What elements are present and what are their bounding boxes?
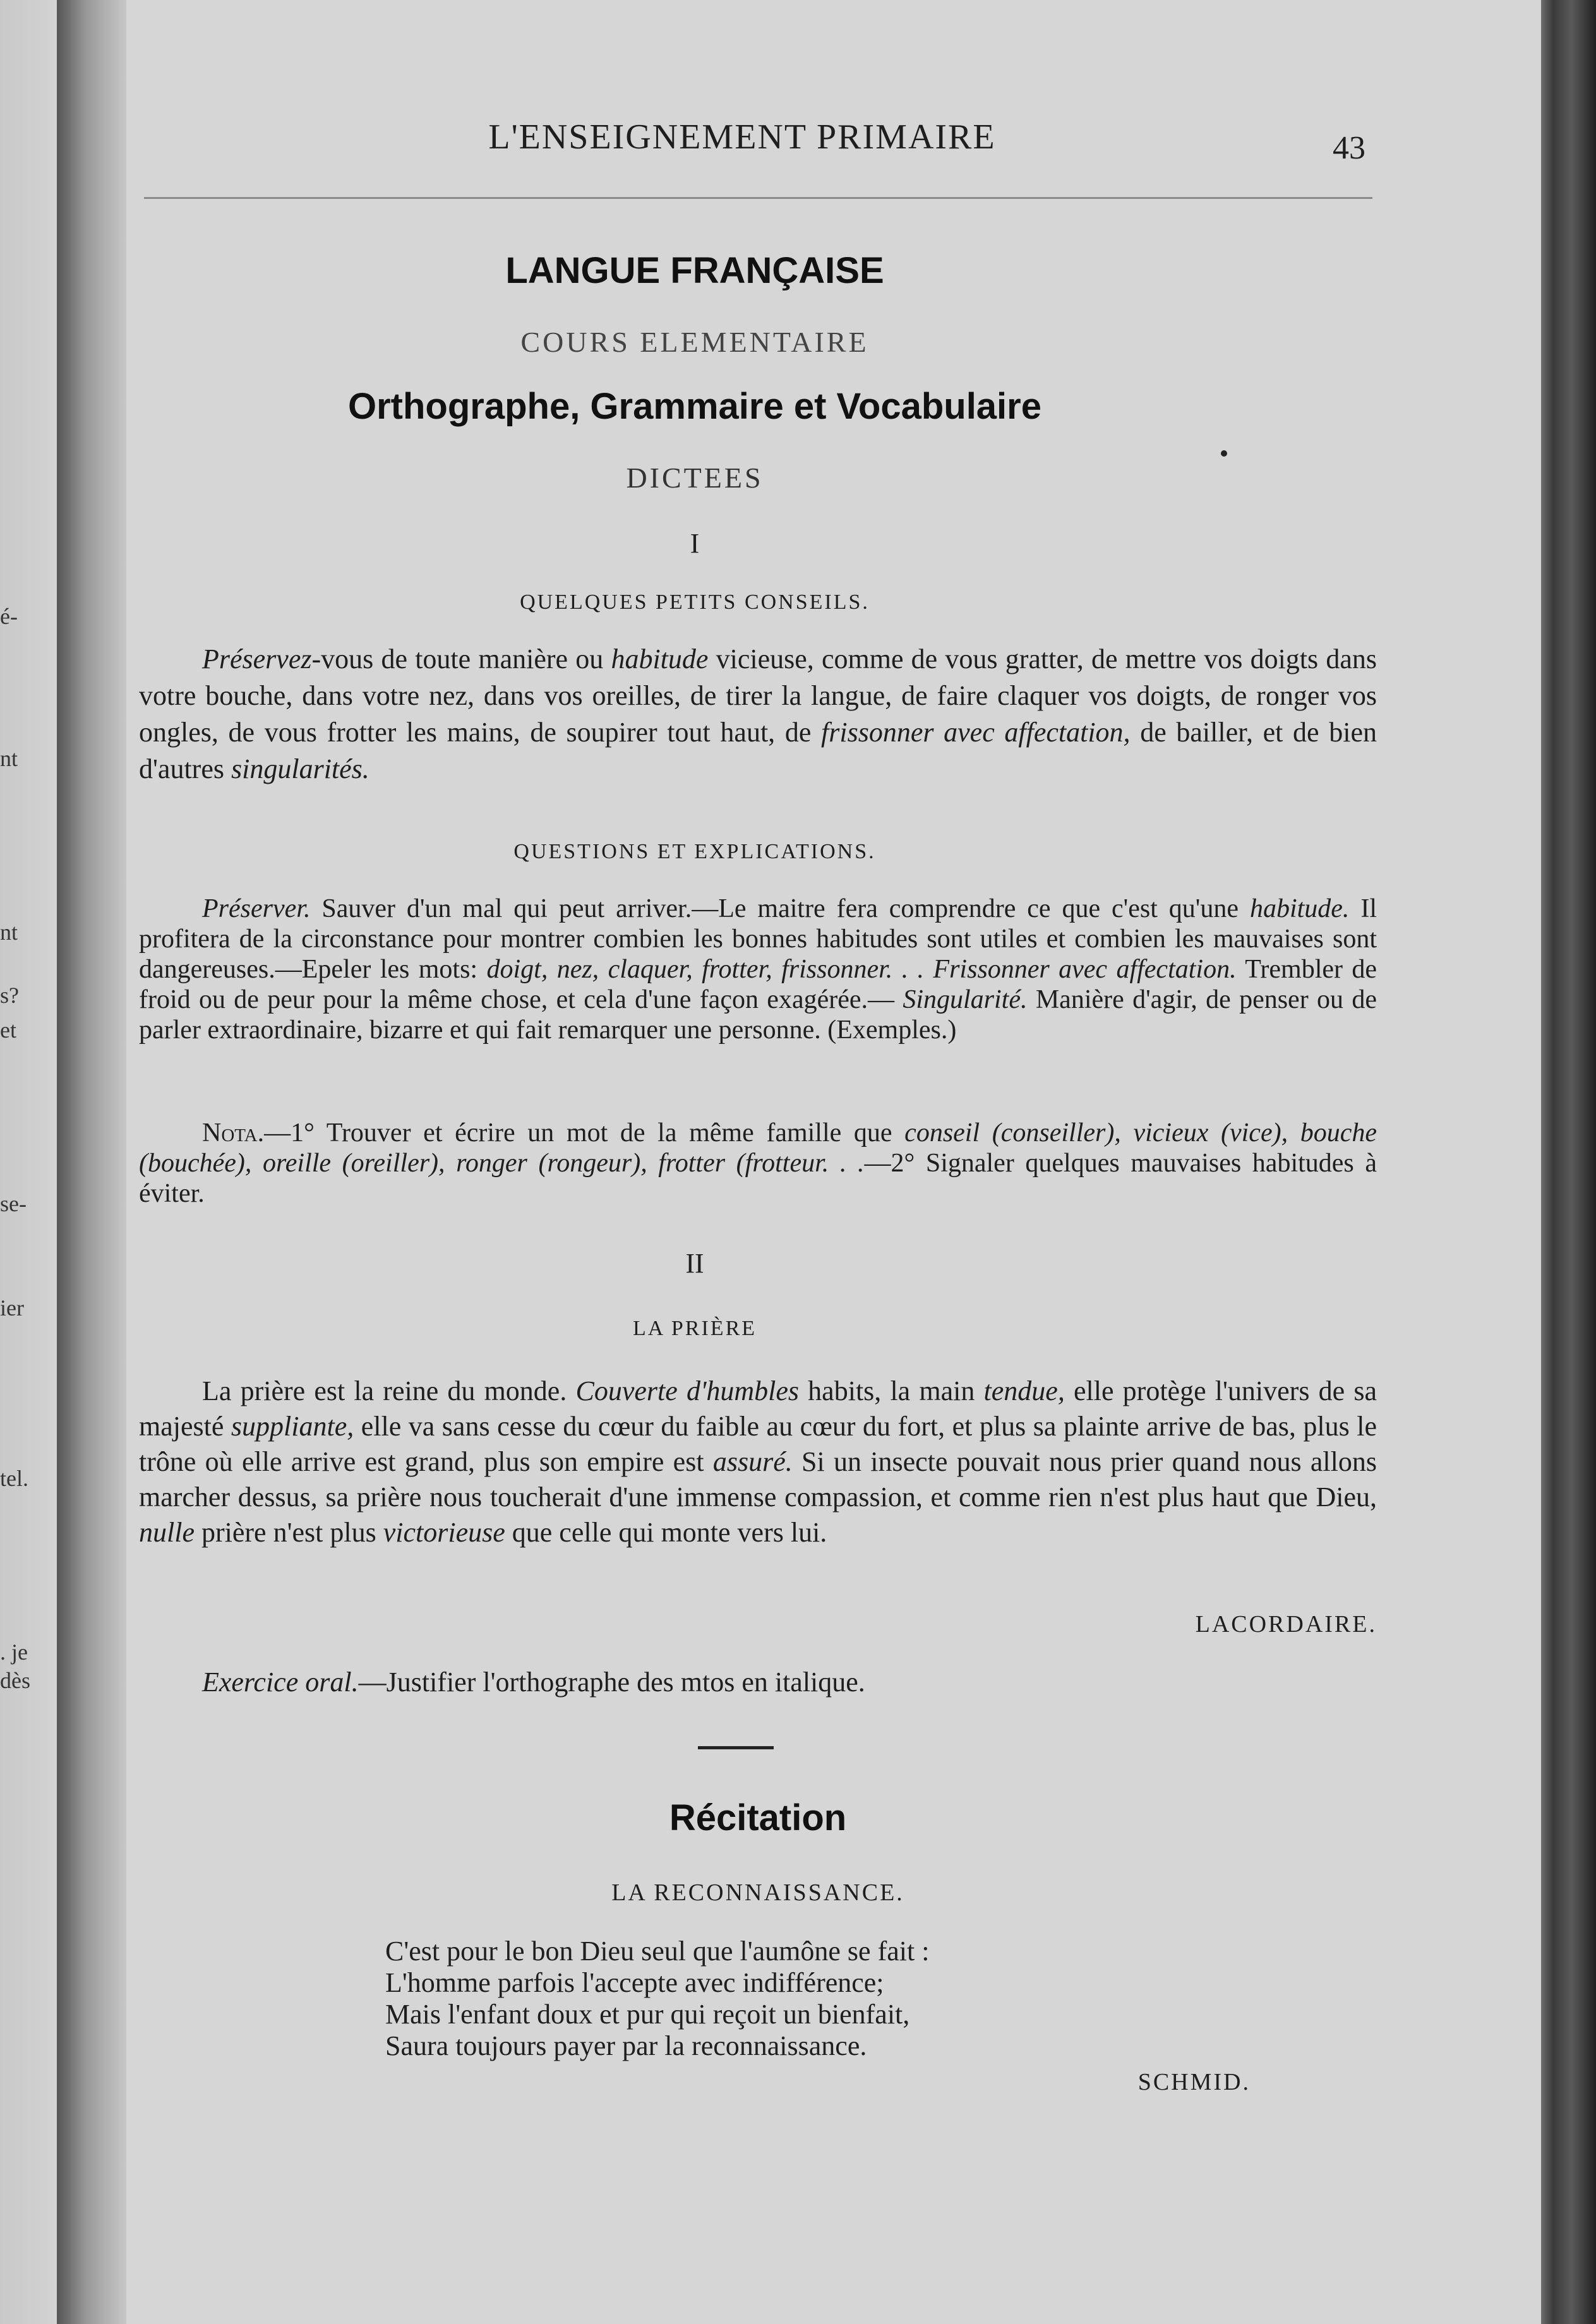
running-header: L'ENSEIGNEMENT PRIMAIRE	[488, 117, 996, 157]
dictee2-number: II	[685, 1248, 704, 1279]
edge-fragment: s?	[0, 983, 19, 1008]
poem-author: SCHMID.	[1137, 2069, 1251, 2095]
edge-fragment: . je	[0, 1639, 28, 1665]
dictee1-title: QUELQUES PETITS CONSEILS.	[520, 590, 870, 614]
questions-title: QUESTIONS ET EXPLICATIONS.	[513, 840, 876, 863]
dictees-label: DICTEES	[626, 462, 764, 494]
oral-exercise: Exercice oral.—Justifier l'orthographe des mtos en italique.	[202, 1667, 865, 1698]
dictee2-text: La prière est la reine du monde. Couverte d'humbles habits, la main tendue, elle protège l'univers de sa majesté suppliante, elle va sans cesse du cœur du faible au cœur du fort, et plus sa plainte arrive de bas, plus le trône où elle arrive est grand, plus son empire est assuré. Si un insecte pouvait nous prier quand nous allons marcher dessus, sa prière nous toucherait d'une immense compassion, et comme rien n'est plus haut que Dieu, nulle prière n'est plus victorieuse que celle qui monte vers lui.	[139, 1375, 1377, 1548]
edge-fragment: é-	[0, 604, 18, 629]
poem	[385, 1936, 1269, 2062]
section-divider	[698, 1746, 774, 1749]
dictee1-text: Préservez-vous de toute manière ou habitude vicieuse, comme de vous gratter, de mettre vos doigts dans votre bouche, dans votre nez, dans vos oreilles, de tirer la langue, de faire claquer vos doigts, de ronger vos ongles, de vous frotter les mains, de soupirer tout haut, de frissonner avec affectation, de bailler, et de bien d'autres singularités.	[139, 644, 1377, 784]
poem-title: LA RECONNAISSANCE.	[611, 1879, 904, 1906]
nota-text: Nota.—1° Trouver et écrire un mot de la même famille que conseil (conseiller), vicieux (vice), bouche (bouchée), oreille (oreiller), ronger (rongeur), frotter (frotteur. . .—2° Signaler quelques mauvaises habitudes à éviter.	[139, 1118, 1377, 1208]
poem-line: L'homme parfois l'accepte avec indifférence;	[385, 1967, 884, 1998]
edge-fragment: nt	[0, 746, 18, 771]
edge-fragment: nt	[0, 919, 18, 945]
recitation-title: Récitation	[669, 1797, 847, 1838]
page	[126, 0, 1541, 2324]
edge-fragment: se-	[0, 1191, 27, 1216]
speck	[1221, 450, 1227, 457]
dictee1-number: I	[690, 528, 700, 559]
edge-fragment: dès	[0, 1668, 30, 1693]
right-page-edge	[1535, 0, 1596, 2324]
book-gutter	[57, 0, 133, 2324]
course-level: COURS ELEMENTAIRE	[520, 326, 869, 358]
subject-title: Orthographe, Grammaire et Vocabulaire	[347, 386, 1042, 427]
poem-line: C'est pour le bon Dieu seul que l'aumône se fait :	[385, 1936, 930, 1967]
dictee2-title: LA PRIÈRE	[632, 1317, 757, 1340]
edge-fragment: et	[0, 1017, 16, 1043]
edge-fragment: tel.	[0, 1466, 28, 1491]
poem-line: Saura toujours payer par la reconnaissance.	[385, 2030, 867, 2061]
section-title: LANGUE FRANÇAISE	[505, 250, 884, 291]
header-rule	[144, 197, 1372, 199]
poem-line: Mais l'enfant doux et pur qui reçoit un bienfait,	[385, 1999, 910, 2030]
page-number: 43	[1333, 130, 1365, 166]
questions-text: Préserver. Sauver d'un mal qui peut arriver.—Le maitre fera comprendre ce que c'est qu'une habitude. Il profitera de la circonstance pour montrer combien les bonnes habitudes sont utiles et combien les mauvaises sont dangereuses.—Epeler les mots: doigt, nez, claquer, frotter, frissonner. . . Frissonner avec affectation. Trembler de froid ou de peur pour la même chose, et cela d'une façon exagérée.— Singularité. Manière d'agir, de penser ou de parler extraordinaire, bizarre et qui fait remarquer une personne. (Exemples.)	[139, 894, 1377, 1045]
dictee2-author: LACORDAIRE.	[1195, 1611, 1377, 1638]
edge-fragment: ier	[0, 1295, 24, 1321]
